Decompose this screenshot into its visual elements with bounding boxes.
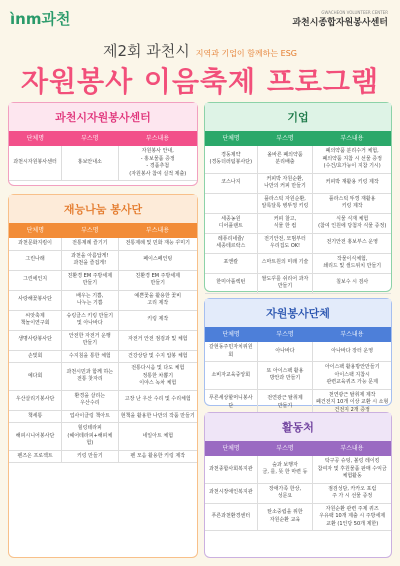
table-cell: 고장 난 우산 수리 및 수리체험 [118, 390, 197, 410]
table-cell: 식물 식재 체험 (참여 인원에 당첨자 식물 증정) [313, 213, 391, 233]
column-header: 부스내용 [118, 131, 197, 146]
table-cell: 친환경 EM 주방세제 만들기 [118, 270, 197, 290]
table-row [205, 362, 391, 390]
activity-table [205, 441, 391, 531]
table-cell: 또 아이스팩 활용 방안과 만들기 [257, 362, 313, 390]
column-header: 부스명 [257, 131, 313, 146]
page-title: 자원봉사 이음축제 프로그램 [20, 65, 380, 98]
table-cell: 세종농원 디어플랜트 [205, 213, 257, 233]
table-cell: 한미아플렉턴 [205, 273, 257, 293]
table-header [205, 327, 391, 342]
table-cell: 사랑해꽃봉사단 [9, 290, 62, 310]
table-cell: 경동제약 (경동더러팀봉사단) [205, 146, 257, 173]
table-cell: 전연광근 탈취제 만들기 [257, 389, 313, 417]
table-row [9, 423, 197, 451]
table-cell: 예다회 [9, 363, 62, 391]
sharing-table [9, 223, 197, 463]
table-cell: 펜 모음 활용한 키링 제작 [118, 450, 197, 463]
table-cell: 안전한 자전거 운행 만들기 [62, 330, 118, 350]
table-cell: 칠보수 시 검사 [313, 273, 391, 293]
table-cell: 키링 제작 [118, 310, 197, 330]
column-header: 부스내용 [118, 223, 197, 238]
groups-title: 자원봉사단체 [205, 299, 391, 327]
table-cell: 우산살리기봉사단 [9, 390, 62, 410]
table-row [9, 410, 197, 423]
table-cell: 플라스틱 뚜껑 재활용 키링 제작 [313, 193, 391, 213]
table-cell: 커피박 자원순환, 나만의 커피 만들기 [257, 173, 313, 193]
table-row [9, 363, 197, 391]
table-cell: 손빛회 [9, 350, 62, 363]
table-cell: 탁구공 슈팅, 볼링 레이킹 참여자 및 후원물품 판매 수익금 체험활동 [313, 456, 391, 483]
table-cell: 코스나지 [205, 173, 257, 193]
table-header [9, 223, 197, 238]
column-header: 부스내용 [313, 131, 391, 146]
table-cell: 전통제례 즐기기 [62, 238, 118, 250]
table-cell: 전통제례 및 민화 재능 꾸미기 [118, 238, 197, 250]
table-cell: 플라스틱 자원순환, 알록달록 병뚜껑 키링 [257, 193, 313, 213]
table-cell: 과천시민과 함께 하는 전통 찻자리 [62, 363, 118, 391]
activity-title: 활동처 [205, 413, 391, 441]
table-cell [205, 193, 257, 213]
table-cell: 그린에인지 [9, 270, 62, 290]
table-cell: 홍보안내소 [62, 146, 118, 181]
table-cell: 탄소중립을 위한 자원순환 교육 [257, 503, 313, 531]
table-row [9, 238, 197, 250]
table-header [9, 131, 197, 146]
table-cell: 환경을 살리는 우산수리 [62, 390, 118, 410]
logo-ko: 과천시종합자원봉사센터 [292, 18, 388, 28]
center-title: 과천시자원봉사센터 [9, 103, 197, 131]
activity-panel [204, 412, 392, 558]
edition: 제2회 과천시 [102, 42, 190, 60]
edition-line [0, 40, 400, 61]
company-panel [204, 102, 392, 292]
table-cell: 과천시자원봉사센터 [9, 146, 62, 181]
company-table [205, 131, 391, 294]
table-cell: 올바른 폐의약품 분리배출 [257, 146, 313, 173]
table-cell: 소비자교육중앙회 [205, 362, 257, 390]
volunteer-center-logo [292, 10, 388, 28]
table-cell: 과천시장애인복지관 [205, 483, 257, 503]
table-cell: 씨앗축제 책놀이연구회 [9, 310, 62, 330]
table-cell: 아나바다 [257, 342, 313, 362]
column-header: 부스내용 [313, 327, 391, 342]
table-cell: 친환경 EM 주방세제 만들기 [62, 270, 118, 290]
sharing-title: 재능나눔 봉사단 [9, 195, 197, 223]
table-cell: 네일아트 체험 [118, 423, 197, 451]
column-header: 부스명 [257, 441, 313, 456]
table-cell: 생명사랑봉사단 [9, 330, 62, 350]
table-cell: 장애가족 한상, 성문요 [257, 483, 313, 503]
table-row [9, 350, 197, 363]
table-cell: 책세통 [9, 410, 62, 423]
center-table [9, 131, 197, 181]
column-header: 단체명 [205, 327, 257, 342]
gwacheon-logo: ìnm과천 [10, 10, 71, 28]
company-title: 기업 [205, 103, 391, 131]
column-header: 단체명 [205, 131, 257, 146]
table-row [205, 342, 391, 362]
table-row [205, 253, 391, 273]
table-cell: 스마트원의 미래 기술 [257, 253, 313, 273]
table-cell: 현책을 활용한 나만의 작품 만들기 [118, 410, 197, 423]
table-cell: 업사이클링 책아트 [62, 410, 118, 423]
column-header: 부스내용 [313, 441, 391, 456]
table-cell: 커피박 재활용 키링 제작 [313, 173, 391, 193]
table-cell: 과천종합사회복지관 [205, 456, 257, 483]
table-row [205, 456, 391, 483]
table-row [205, 273, 391, 293]
table-cell: 자원순환 관련 주제 퀴즈 우유팩 10개 제출 시 주방세제 교환 (1인당 50개 제한) [313, 503, 391, 531]
table-row [9, 250, 197, 270]
table-row [9, 310, 197, 330]
table-cell: 레퓨리네쥴/ 세종테르락스 [205, 233, 257, 253]
table-cell: 점검성담, 카카오 포럼 주 가 시 선물 증정 [313, 483, 391, 503]
center-panel [8, 102, 198, 186]
table-row [9, 146, 197, 181]
table-row [9, 390, 197, 410]
logo-en: GWACHEON VOLUNTEER CENTER [321, 10, 388, 15]
table-cell: 과천을 아름답게! 과천을 즐겁게! [62, 250, 118, 270]
groups-panel [204, 298, 392, 413]
column-header: 단체명 [9, 223, 62, 238]
table-cell: 페이스페인팅 [118, 250, 197, 270]
column-header: 단체명 [205, 441, 257, 456]
table-cell: 갈현동주민자치위원회 [205, 342, 257, 362]
table-cell: 자전거 안전 점검과 및 체험 [118, 330, 197, 350]
table-row [205, 173, 391, 193]
table-row [9, 330, 197, 350]
table-cell: 아이스팩 활용방안만들기 아이스팩 지참시 관련교육퀴즈 가능 문제 [313, 362, 391, 390]
table-cell: 푸른과천환경센터 [205, 503, 257, 531]
column-header: 부스명 [257, 327, 313, 342]
table-cell: 전기안전, 모범부터 우리집도 OK! [257, 233, 313, 253]
table-header [205, 441, 391, 456]
table-cell: 수지침을 통한 체험 [62, 350, 118, 363]
table-cell: 과천문화지킴이 [9, 238, 62, 250]
table-cell: 해피시니어봉사단 [9, 423, 62, 451]
table-row [205, 483, 391, 503]
table-cell: 쌀도꾸를 쉬리어 과자 만들기 [257, 273, 313, 293]
table-cell: 포앤칼 [205, 253, 257, 273]
table-row [205, 193, 391, 213]
table-cell: 예쁜꽃을 활용한 꽃비 고리 제작 [118, 290, 197, 310]
table-row [205, 213, 391, 233]
table-cell: 힐링테라피 (헤어테라피+해피체험) [62, 423, 118, 451]
table-cell: 작물이식체험, 쇄리드 및 샐드위치 만들기 [313, 253, 391, 273]
table-cell: 키링 만들기 [62, 450, 118, 463]
table-row [9, 450, 197, 463]
table-row [9, 290, 197, 310]
table-row [205, 503, 391, 531]
table-cell: 전통다시음 및 다도 체험 정통한 차뽑기 이야스 녹차 체험 [118, 363, 197, 391]
column-header: 부스명 [62, 131, 118, 146]
table-header [205, 131, 391, 146]
column-header: 부스명 [62, 223, 118, 238]
table-cell: 커피 찰고, 식물 한 컵 [257, 213, 313, 233]
table-cell: 펜즈온 프로젝트 [9, 450, 62, 463]
table-cell: 배우는 기쁨, 나누는 기쁨 [62, 290, 118, 310]
table-cell: 천연광근 탈취제 제작 폐건전지 10개 이상 교환 시 소형 건전지 2개 증정 [313, 389, 391, 417]
table-cell: 건강상담 및 수지 압봉 체험 [118, 350, 197, 363]
table-cell: 숲과 보행자 금, 를, 뜻 한 마련 등 [257, 456, 313, 483]
slogan: 지역과 기업이 함께하는 ESG [195, 49, 297, 58]
table-cell: 전기안전 홍보부스 운영 [313, 233, 391, 253]
table-row [9, 270, 197, 290]
table-row [205, 233, 391, 253]
column-header: 단체명 [9, 131, 62, 146]
groups-table [205, 327, 391, 417]
table-row [205, 146, 391, 173]
table-cell: 푸른세상할머니봉사단 [205, 389, 257, 417]
table-cell: 자원봉사 안내, - 홍보물품 증정 - 경품추첨 (자원봉사 참여 실적 제출) [118, 146, 197, 181]
sharing-panel [8, 194, 198, 558]
table-cell: 그린나래 [9, 250, 62, 270]
table-cell: 폐의약품 분리수거 체험, 폐의약품 지참 시 선물 증정 (수건/효가능이 지참 기시) [313, 146, 391, 173]
table-cell: 슈링클스 키링 만들기 및 아나바다 [62, 310, 118, 330]
table-cell: 아나바다 장터 운영 [313, 342, 391, 362]
